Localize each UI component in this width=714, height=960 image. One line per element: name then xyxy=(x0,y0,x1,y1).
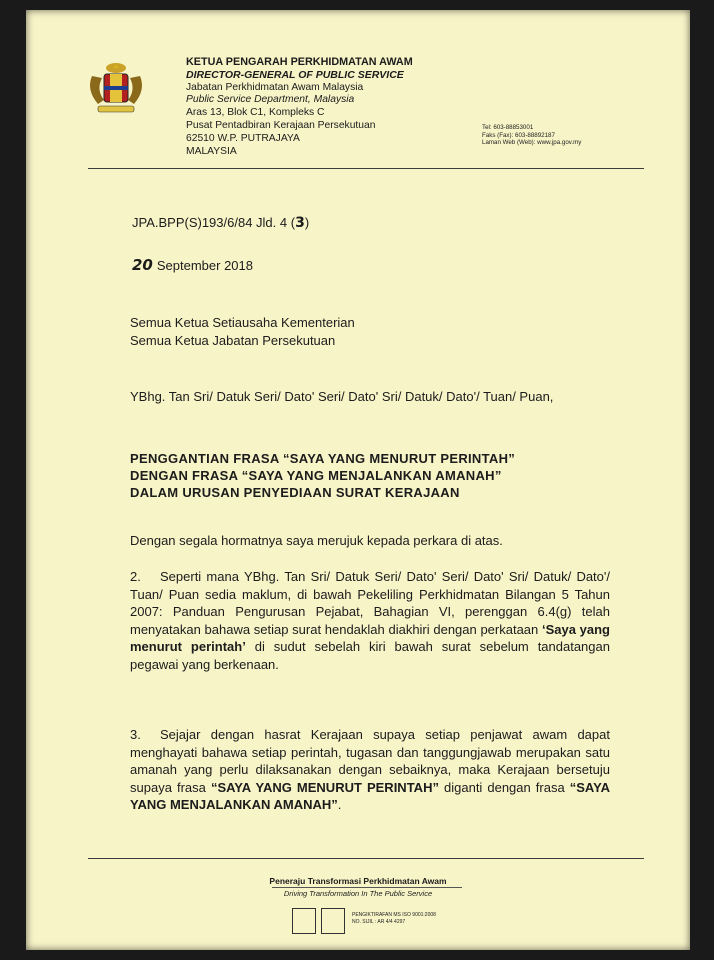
letterhead-dept-en: Public Service Department, Malaysia xyxy=(186,94,355,106)
footer-slogan: Peneraju Transformasi Perkhidmatan Awam xyxy=(269,876,447,886)
subject-line-1: PENGGANTIAN FRASA “SAYA YANG MENURUT PERINTAH” xyxy=(130,451,516,466)
letter-date xyxy=(132,256,253,274)
reference-handwritten: 3 xyxy=(295,215,305,231)
paragraph-3-number: 3. xyxy=(130,727,141,742)
letterhead-address-3: 62510 W.P. PUTRAJAYA xyxy=(186,132,300,144)
footer-slogan-en: Driving Transformation In The Public Service xyxy=(283,889,433,898)
header-divider xyxy=(88,168,644,169)
letterhead-title-en: DIRECTOR-GENERAL OF PUBLIC SERVICE xyxy=(186,68,404,81)
subject-line-2: DENGAN FRASA “SAYA YANG MENJALANKAN AMANAH” xyxy=(130,468,502,484)
paragraph-3-text-b: diganti dengan frasa xyxy=(438,779,570,795)
contact-web: Laman Web (Web): www.jpa.gov.my xyxy=(482,139,582,147)
reference-text: JPA.BPP(S)193/6/84 Jld. 4 ( xyxy=(132,215,296,230)
certification-line-2: NO. SIJIL : AR 4/4 4297 xyxy=(352,919,406,925)
coat-of-arms-icon xyxy=(84,58,148,118)
subject-line-3: DALAM URUSAN PENYEDIAAN SURAT KERAJAAN xyxy=(130,485,460,501)
reference-close: ) xyxy=(304,215,310,230)
letterhead-address-4: MALAYSIA xyxy=(186,145,237,157)
date-handwritten-day: 20 xyxy=(132,256,153,274)
letterhead-address-2: Pusat Pentadbiran Kerajaan Persekutuan xyxy=(186,119,376,131)
paragraph-3-text-a: Sejajar dengan hasrat Kerajaan supaya setiap penjawat awam dapat menghayati bahawa setiap perintah, tugasan dan tanggungjawab merupakan satu amanah yang perlu dilaksanakan dengan sebaiknya, maka Kerajaan bersetuju supaya frasa xyxy=(130,727,610,795)
letterhead xyxy=(186,56,413,158)
paragraph-3 xyxy=(130,726,610,814)
letterhead-address-1: Aras 13, Blok C1, Kompleks C xyxy=(186,107,325,119)
footer-divider xyxy=(88,858,644,859)
reference-number xyxy=(132,215,309,231)
recipient-line-1: Semua Ketua Setiausaha Kementerian xyxy=(130,315,355,330)
recipients xyxy=(130,314,355,349)
paragraph-2-text-a: Seperti mana YBhg. Tan Sri/ Datuk Seri/ Dato' Seri/ Dato' Sri/ Datuk/ Dato'/ Tuan/ Puan sedia maklum, di bawah Pekeliling Perkhidmatan Bilangan 5 Tahun 2007: Panduan Pengurusan Pejabat, Bahagian VI, perenggan 6.4(g) telah menyatakan bahawa setiap surat hendaklah diakhiri dengan perkataan xyxy=(130,569,610,637)
certification-mark-icon xyxy=(321,908,345,934)
paragraph-3-bold-1: “SAYA YANG MENURUT PERINTAH” xyxy=(210,779,439,795)
certification-text xyxy=(352,912,436,926)
salutation: YBhg. Tan Sri/ Datuk Seri/ Dato' Seri/ Dato' Sri/ Datuk/ Dato'/ Tuan/ Puan, xyxy=(130,389,554,404)
letterhead-dept: Jabatan Perkhidmatan Awam Malaysia xyxy=(186,81,364,93)
date-month-year: September 2018 xyxy=(156,258,253,273)
paragraph-2-text-b: di sudut sebelah kiri bawah surat sebelum tandatangan pegawai yang berkenaan. xyxy=(130,639,610,672)
paragraph-3-text-c: . xyxy=(337,797,342,812)
contact-block xyxy=(482,124,581,147)
recipient-line-2: Semua Ketua Jabatan Persekutuan xyxy=(130,332,336,348)
letterhead-title: KETUA PENGARAH PERKHIDMATAN AWAM xyxy=(186,56,413,68)
subject-heading xyxy=(130,450,610,502)
paragraph-2 xyxy=(130,568,610,673)
letter-page xyxy=(26,10,690,950)
paragraph-2-number: 2. xyxy=(130,569,141,584)
footer-slogan-underline xyxy=(272,887,462,888)
certification-logo-icon xyxy=(292,908,316,934)
paragraph-3-bold-2: “SAYA YANG MENJALANKAN AMANAH” xyxy=(130,779,610,812)
paragraph-2-bold: ‘Saya yang menurut perintah’ xyxy=(130,621,610,654)
contact-fax: Faks (Fax): 603-88892187 xyxy=(482,131,555,139)
contact-tel: Tel: 603-88853001 xyxy=(482,124,534,131)
paragraph-1: Dengan segala hormatnya saya merujuk kepada perkara di atas. xyxy=(130,533,503,548)
certification-line-1: PENGIKTIRAFAN MS ISO 9001:2008 xyxy=(352,912,436,918)
certification-logos xyxy=(292,908,350,934)
